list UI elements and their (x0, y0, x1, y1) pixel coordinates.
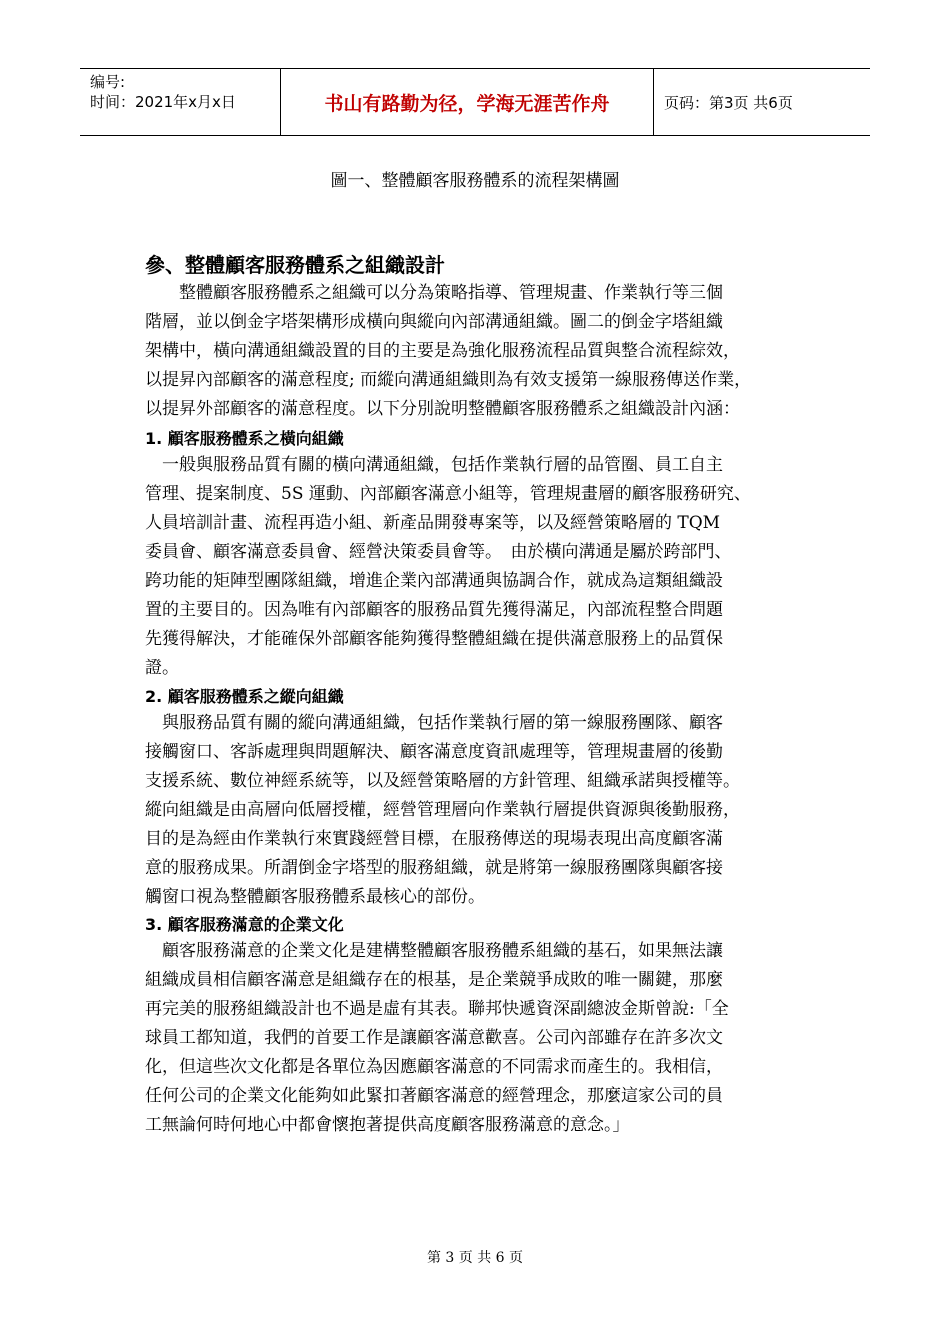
page-header (80, 68, 870, 136)
text-line: 觸窗口視為整體顧客服務體系最核心的部份。 (145, 887, 485, 907)
text-line: 再完美的服務組織設計也不過是虛有其表。聯邦快遞資深副總波金斯曾說:「全 (145, 999, 729, 1019)
text-line: 以提昇外部顧客的滿意程度。以下分別說明整體顧客服務體系之組織設計內涵： (145, 399, 740, 419)
text-line: 任何公司的企業文化能夠如此緊扣著顧客滿意的經營理念，那麼這家公司的員 (145, 1086, 723, 1106)
header-page-cell (654, 69, 870, 135)
text-line: 跨功能的矩陣型團隊組織，增進企業內部溝通與協調合作，就成為這類組織設 (145, 571, 723, 591)
header-motto-cell (280, 69, 654, 135)
header-meta (80, 69, 280, 135)
text-line: 縱向組織是由高層向低層授權，經營管理層向作業執行層提供資源與後勤服務， (145, 800, 740, 820)
text-line: 球員工都知道，我們的首要工作是讓顧客滿意歡喜。公司內部雖存在許多次文 (145, 1028, 723, 1048)
subsection-title-2: 2. 顧客服務體系之縱向組織 (145, 687, 344, 706)
text-line: 顧客服務滿意的企業文化是建構整體顧客服務體系組織的基石，如果無法讓 (145, 941, 723, 961)
text-line: 一般與服務品質有關的橫向溝通組織，包括作業執行層的品管圈、員工自主 (145, 455, 723, 475)
figure-caption: 圖一、整體顧客服務體系的流程架構圖 (330, 171, 620, 191)
header-page-label: 页码：第3页 共6页 (664, 93, 793, 112)
number-label: 编号: (90, 73, 126, 91)
page-footer: 第 3 页 共 6 页 (426, 1250, 524, 1266)
text-line: 證。 (145, 658, 179, 678)
text-line: 管理、提案制度、5S 運動、內部顧客滿意小組等，管理規畫層的顧客服務研究、 (145, 484, 751, 504)
text-line: 置的主要目的。因為唯有內部顧客的服務品質先獲得滿足，內部流程整合問題 (145, 600, 723, 620)
text-line: 支援系統、數位神經系統等，以及經營策略層的方針管理、組織承諾與授權等。 (145, 771, 740, 791)
text-line: 化，但這些次文化都是各單位為因應顧客滿意的不同需求而產生的。我相信， (145, 1057, 723, 1077)
subsection-title-1: 1. 顧客服務體系之橫向組織 (145, 429, 344, 448)
header-motto: 书山有路勤为径，学海无涯苦作舟 (324, 92, 610, 115)
text-line: 以提昇內部顧客的滿意程度; 而縱向溝通組織則為有效支援第一線服務傳送作業， (145, 370, 752, 390)
subsection-paragraph-3 (145, 937, 835, 1140)
text-line: 階層，並以倒金字塔架構形成橫向與縱向內部溝通組織。圖二的倒金字塔組織 (145, 312, 723, 332)
text-line: 先獲得解決，才能確保外部顧客能夠獲得整體組織在提供滿意服務上的品質保 (145, 629, 723, 649)
text-line: 工無論何時何地心中都會懷抱著提供高度顧客服務滿意的意念。」 (145, 1115, 630, 1135)
text-line: 與服務品質有關的縱向溝通組織，包括作業執行層的第一線服務團隊、顧客 (145, 713, 723, 733)
section-title: 參、整體顧客服務體系之組織設計 (145, 253, 445, 277)
text-line: 接觸窗口、客訴處理與問題解決、顧客滿意度資訊處理等，管理規畫層的後勤 (145, 742, 723, 762)
text-line: 整體顧客服務體系之組織可以分為策略指導、管理規畫、作業執行等三個 (145, 283, 723, 303)
text-line: 意的服務成果。所謂倒金字塔型的服務組織，就是將第一線服務團隊與顧客接 (145, 858, 723, 878)
text-line: 組織成員相信顧客滿意是組織存在的根基，是企業競爭成敗的唯一關鍵，那麼 (145, 970, 723, 990)
time-label: 时间：2021年x月x日 (90, 93, 236, 111)
text-line: 架構中，橫向溝通組織設置的目的主要是為強化服務流程品質與整合流程綜效， (145, 341, 740, 361)
subsection-paragraph-2 (145, 709, 835, 912)
intro-paragraph (145, 279, 835, 424)
subsection-title-3: 3. 顧客服務滿意的企業文化 (145, 915, 344, 934)
text-line: 委員會、顧客滿意委員會、經營決策委員會等。 由於橫向溝通是屬於跨部門、 (145, 542, 732, 562)
text-line: 人員培訓計畫、流程再造小組、新產品開發專案等，以及經營策略層的 TQM (145, 513, 721, 533)
subsection-paragraph-1 (145, 451, 835, 683)
text-line: 目的是為經由作業執行來實踐經營目標，在服務傳送的現場表現出高度顧客滿 (145, 829, 723, 849)
